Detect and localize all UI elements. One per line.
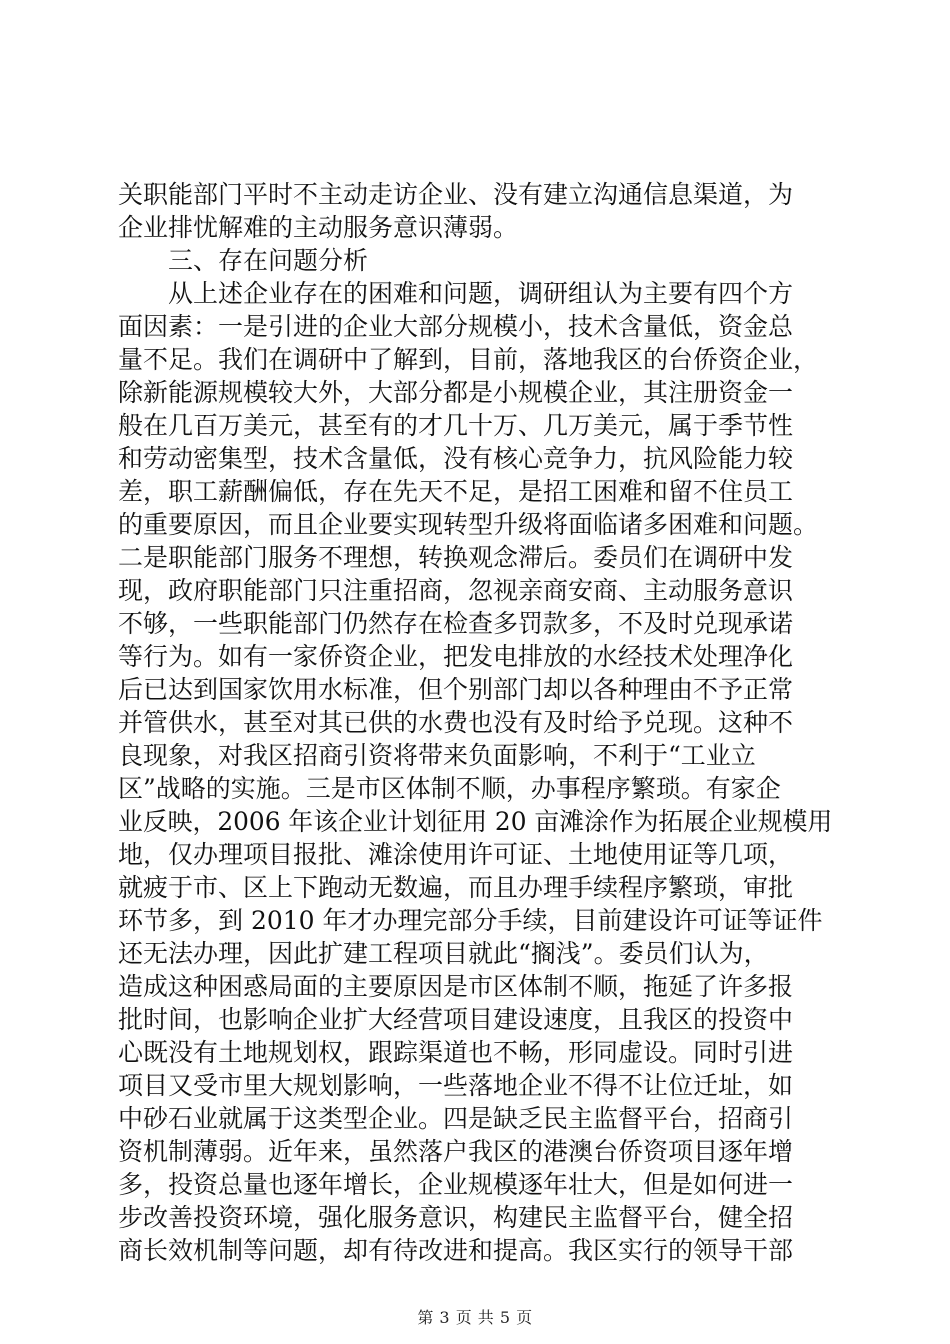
- text-line: 步改善投资环境，强化服务意识，构建民主监督平台，健全招: [118, 1203, 794, 1232]
- text-line: 般在几百万美元，甚至有的才几十万、几万美元，属于季节性: [118, 411, 794, 440]
- text-line: 面因素：一是引进的企业大部分规模小，技术含量低，资金总: [118, 312, 794, 341]
- text-line: 环节多，到 2010 年才办理完部分手续，目前建设许可证等证件: [118, 906, 823, 935]
- text-line: 关职能部门平时不主动走访企业、没有建立沟通信息渠道，为: [118, 180, 794, 209]
- text-line: 从上述企业存在的困难和问题，调研组认为主要有四个方: [118, 279, 794, 308]
- text-line: 除新能源规模较大外，大部分都是小规模企业，其注册资金一: [118, 378, 794, 407]
- text-line: 心既没有土地规划权，跟踪渠道也不畅，形同虚设。同时引进: [118, 1038, 794, 1067]
- text-line: 差，职工薪酬偏低，存在先天不足，是招工困难和留不住员工: [118, 477, 794, 506]
- text-line: 商长效机制等问题，却有待改进和提高。我区实行的领导干部: [118, 1236, 794, 1265]
- text-line: 区”战略的实施。三是市区体制不顺，办事程序繁琐。有家企: [118, 774, 781, 803]
- text-line: 和劳动密集型，技术含量低，没有核心竞争力，抗风险能力较: [118, 444, 794, 473]
- document-body: [118, 178, 832, 1267]
- text-line: 后已达到国家饮用水标准，但个别部门却以各种理由不予正常: [118, 675, 794, 704]
- text-line: 业反映，2006 年该企业计划征用 20 亩滩涂作为拓展企业规模用: [118, 807, 833, 836]
- text-line: 企业排忧解难的主动服务意识薄弱。: [118, 213, 519, 242]
- text-line: 批时间，也影响企业扩大经营项目建设速度，且我区的投资中: [118, 1005, 794, 1034]
- page-number-footer: 第 3 页 共 5 页: [417, 1308, 533, 1327]
- text-line: 的重要原因，而且企业要实现转型升级将面临诸多困难和问题。: [118, 510, 819, 539]
- text-line: 良现象，对我区招商引资将带来负面影响，不利于“工业立: [118, 741, 756, 770]
- text-line: 量不足。我们在调研中了解到，目前，落地我区的台侨资企业，: [118, 345, 819, 374]
- text-line: 中砂石业就属于这类型企业。四是缺乏民主监督平台，招商引: [118, 1104, 794, 1133]
- text-line: 造成这种困惑局面的主要原因是市区体制不顺，拖延了许多报: [118, 972, 794, 1001]
- text-line: 多，投资总量也逐年增长，企业规模逐年壮大，但是如何进一: [118, 1170, 794, 1199]
- text-line: 等行为。如有一家侨资企业，把发电排放的水经技术处理净化: [118, 642, 794, 671]
- text-line: 现，政府职能部门只注重招商，忽视亲商安商、主动服务意识: [118, 576, 794, 605]
- text-line: 还无法办理，因此扩建工程项目就此“搁浅”。委员们认为，: [118, 939, 769, 968]
- text-line: 二是职能部门服务不理想，转换观念滞后。委员们在调研中发: [118, 543, 794, 572]
- text-line: 项目又受市里大规划影响，一些落地企业不得不让位迁址，如: [118, 1071, 794, 1100]
- text-line: 并管供水，甚至对其已供的水费也没有及时给予兑现。这种不: [118, 708, 794, 737]
- section-heading: 三、存在问题分析: [118, 246, 369, 275]
- text-line: 就疲于市、区上下跑动无数遍，而且办理手续程序繁琐，审批: [118, 873, 794, 902]
- text-line: 不够，一些职能部门仍然存在检查多罚款多，不及时兑现承诺: [118, 609, 794, 638]
- text-line: 资机制薄弱。近年来，虽然落户我区的港澳台侨资项目逐年增: [118, 1137, 794, 1166]
- text-line: 地，仅办理项目报批、滩涂使用许可证、土地使用证等几项，: [118, 840, 794, 869]
